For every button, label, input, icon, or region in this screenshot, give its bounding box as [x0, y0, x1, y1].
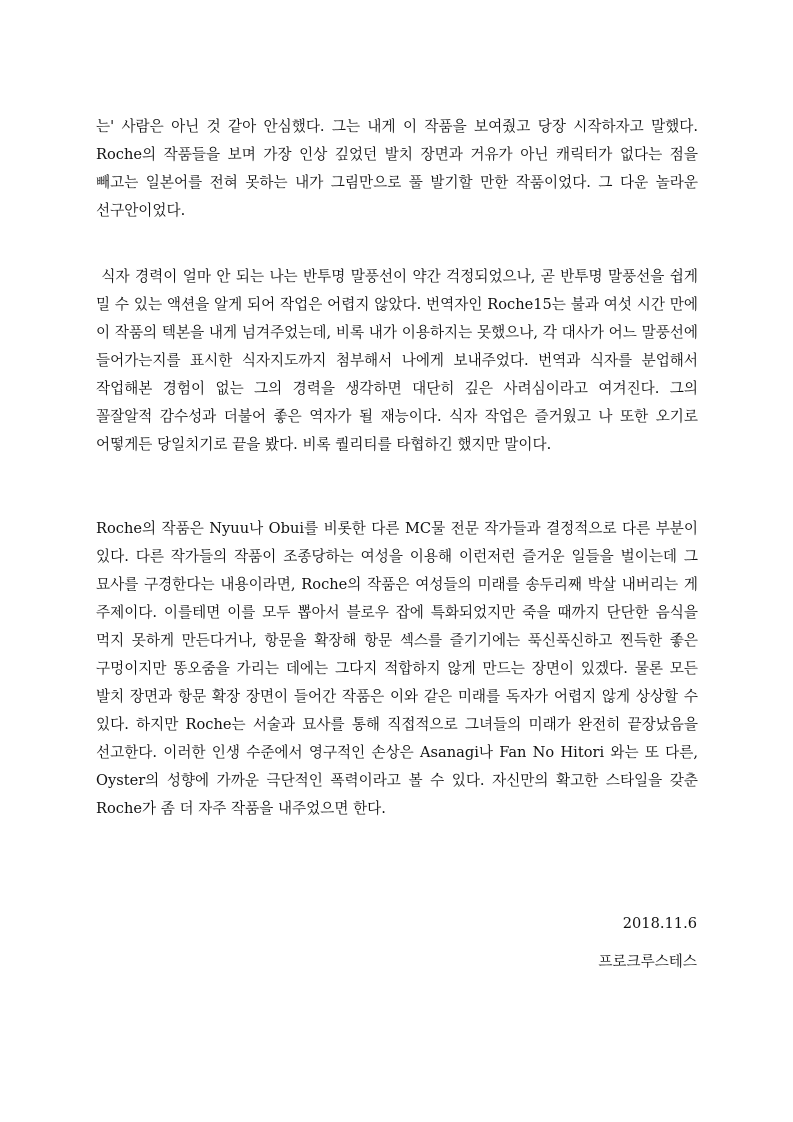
body-paragraph-1: 는' 사람은 아닌 것 같아 안심했다. 그는 내게 이 작품을 보여줬고 당장 시작하자고 말했다. Roche의 작품들을 보며 가장 인상 깊었던 발치 장면과 거유가 아닌 캐릭터가 없다는 점을 빼고는 일본어를 전혀 못하는 내가 그림만으로 풀 발기할 만한 작품이었다. 그 다운 놀라운 선구안이었다. [96, 118, 698, 219]
signature-author: 프로크루스테스 [598, 953, 697, 970]
body-paragraph-2: 식자 경력이 얼마 안 되는 나는 반투명 말풍선이 약간 걱정되었으나, 곧 반투명 말풍선을 쉽게 밀 수 있는 액션을 알게 되어 작업은 어렵지 않았다. 번역자인 Roche15는 불과 여섯 시간 만에 이 작품의 텍본을 내게 넘겨주었는데, 비록 내가 이용하지는 못했으나, 각 대사가 어느 말풍선에 들어가는지를 표시한 식자지도까지 첨부해서 나에게 보내주었다. 번역과 식자를 분업해서 작업해본 경험이 없는 그의 경력을 생각하면 대단히 깊은 사려심이라고 여겨진다. 그의 꼴잘알적 감수성과 더불어 좋은 역자가 될 재능이다. 식자 작업은 즐거웠고 나 또한 오기로 어떻게든 당일치기로 끝을 봤다. 비록 퀄리티를 타협하긴 했지만 말이다. [96, 268, 703, 453]
signature-date: 2018.11.6 [622, 915, 697, 932]
body-paragraph-3: Roche의 작품은 Nyuu나 Obui를 비롯한 다른 MC물 전문 작가들과 결정적으로 다른 부분이 있다. 다른 작가들의 작품이 조종당하는 여성을 이용해 이런저런 즐거운 일들을 벌이는데 그 묘사를 구경한다는 내용이라면, Roche의 작품은 여성들의 미래를 송두리째 박살 내버리는 게 주제이다. 이를테면 이를 모두 뽑아서 블로우 잡에 특화되었지만 죽을 때까지 단단한 음식을 먹지 못하게 만든다거나, 항문을 확장해 항문 섹스를 즐기기에는 푹신푹신하고 찐득한 좋은 구멍이지만 똥오줌을 가리는 데에는 그다지 적합하지 않게 만드는 장면이 있겠다. 물론 모든 발치 장면과 항문 확장 장면이 들어간 작품은 이와 같은 미래를 독자가 어렵지 않게 상상할 수 있다. 하지만 Roche는 서술과 묘사를 통해 직접적으로 그녀들의 미래가 완전히 끝장났음을 선고한다. 이러한 인생 수준에서 영구적인 손상은 Asanagi나 Fan No Hitori 와는 또 다른, Oyster의 성향에 가까운 극단적인 폭력이라고 볼 수 있다. 자신만의 확고한 스타일을 갖춘 Roche가 좀 더 자주 작품을 내주었으면 한다. [96, 520, 698, 817]
